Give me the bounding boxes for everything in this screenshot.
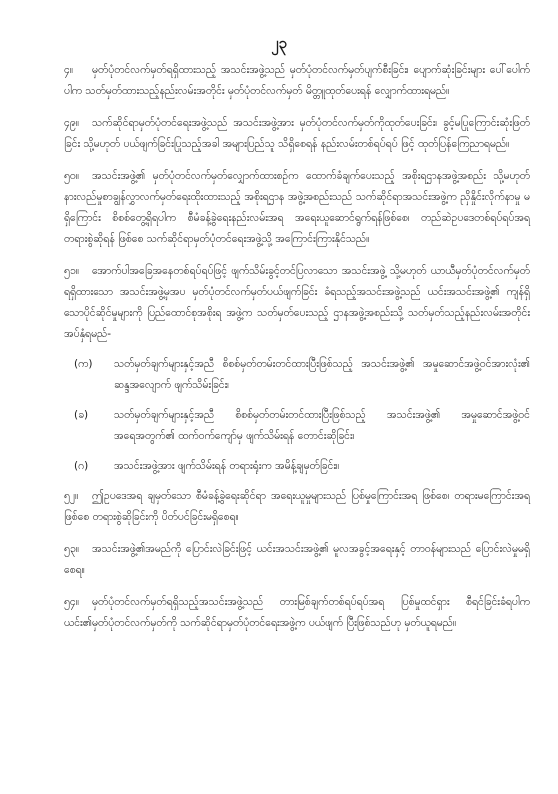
paragraph-number: ၅၄။: [64, 596, 79, 608]
sub-clause-ka: [64, 354, 530, 396]
paragraph-number: ၄။: [64, 64, 74, 76]
sub-clause-text: သတ်မှတ်ချက်များနှင့်အညီ စိစစ်မှတ်တမ်းတင်ထားပြီးဖြစ်သည့် အသင်းအဖွဲ့၏ အမှုဆောင်အဖွဲ့ဝင်အားလုံး၏ ဆန္ဒအလျောက် ဖျက်သိမ်းခြင်း၊: [114, 358, 530, 391]
paragraph-52: [64, 486, 530, 528]
paragraph-54: [64, 592, 530, 634]
paragraph-text: ဤဥပဒေအရ ချမှတ်သော စီမံခန့်ခွဲရေးဆိုင်ရာ အရေးယူမှုများသည် ပြစ်မှုကြောင်းအရ ဖြစ်စေ၊ တရားမကြောင်းအရဖြစ်စေ တရားစွဲဆိုခြင်းကို ပိတ်ပင်ခြင်းမရှိစေရ။: [64, 490, 530, 523]
paragraph-text: အသင်းအဖွဲ့၏ မှတ်ပုံတင်လက်မှတ်လျှောက်ထားစဉ်က ထောက်ခံချက်ပေးသည့် အစိုးရဌာနအဖွဲ့အစည်း သို့မဟုတ် နားလည်မှုစာချွန်လွှာလက်မှတ်ရေးထိုးထားသည့် အစိုးရဌာန အဖွဲ့အစည်းသည် သက်ဆိုင်ရာအသင်းအဖွဲ့က ညှိနှိုင်းလိုက်နာမှု မရှိကြောင်း စိစစ်တွေ့ရှိရပါက စီမံခန့်ခွဲရေးနည်းလမ်းအရ အရေးယူဆောင်ရွက်ရန်ဖြစ်စေ၊ တည်ဆဲဥပဒေတစ်ရပ်ရပ်အရ တရားစွဲဆိုရန် ဖြစ်စေ သက်ဆိုင်ရာမှတ်ပုံတင်ရေးအဖွဲ့သို့ အကြောင်းကြားနိုင်သည်။: [64, 170, 530, 245]
paragraph-number: ၅၀။: [64, 170, 79, 182]
paragraph-text: အသင်းအဖွဲ့၏အမည်ကို ပြောင်းလဲခြင်းဖြင့် ယင်းအသင်းအဖွဲ့၏ မူလအခွင့်အရေးနှင့် တာဝန်များသည် ပြောင်းလဲမှုမရှိစေရ။: [64, 543, 530, 576]
paragraph-number: ၄၉။: [64, 117, 79, 129]
paragraph-text: မှတ်ပုံတင်လက်မှတ်ရရှိထားသည့် အသင်းအဖွဲ့သည် မှတ်ပုံတင်လက်မှတ်ပျက်စီးခြင်း၊ ပျောက်ဆုံးခြင်းများ ပေါ်ပေါက်ပါက သတ်မှတ်ထားသည့်နည်းလမ်းအတိုင်း မှတ်ပုံတင်လက်မှတ် မိတ္တူထုတ်ပေးရန် လျှောက်ထားရမည်။: [64, 64, 530, 97]
paragraph-50: [64, 166, 530, 250]
sub-clause-ga: [64, 456, 530, 477]
paragraph-51: [64, 261, 530, 345]
paragraph-text: အောက်ပါအခြေအနေတစ်ရပ်ရပ်ဖြင့် ဖျက်သိမ်းခွင့်တင်ပြလာသော အသင်းအဖွဲ့ သို့မဟုတ် ယာယီမှတ်ပုံတင်လက်မှတ်ရရှိထားသော အသင်းအဖွဲ့မှအပ မှတ်ပုံတင်လက်မှတ်ပယ်ဖျက်ခြင်း ခံရသည့်အသင်းအဖွဲ့သည် ယင်းအသင်းအဖွဲ့၏ ကျန်ရှိသောပိုင်ဆိုင်မှုများကို ပြည်ထောင်စုအစိုးရ အဖွဲ့က သတ်မှတ်ပေးသည့် ဌာနအဖွဲ့အစည်းသို့ သတ်မှတ်သည့်နည်းလမ်းအတိုင်း အပ်နှံရမည်-: [64, 265, 530, 340]
sub-clause-label: (က): [74, 358, 93, 370]
sub-clause-label: (ဂ): [74, 460, 89, 472]
sub-clause-text: သတ်မှတ်ချက်များနှင့်အညီ စိစစ်မှတ်တမ်းတင်ထားပြီးဖြစ်သည့် အသင်းအဖွဲ့၏ အမှုဆောင်အဖွဲ့ဝင်အရေအတွက်၏ ထက်ဝက်ကျော်မှ ဖျက်သိမ်းရန် တောင်းဆိုခြင်း၊: [114, 409, 530, 442]
sub-clause-kha: [64, 405, 530, 447]
paragraph-48: [64, 60, 530, 102]
paragraph-53: [64, 539, 530, 581]
body-text: [64, 60, 530, 645]
paragraph-text: မှတ်ပုံတင်လက်မှတ်ရရှိသည့်အသင်းအဖွဲ့သည် တားမြစ်ချက်တစ်ရပ်ရပ်အရ ပြစ်မှုထင်ရှား စီရင်ခြင်းခံရပါက ယင်း၏မှတ်ပုံတင်လက်မှတ်ကို သက်ဆိုင်ရာမှတ်ပုံတင်ရေးအဖွဲ့က ပယ်ဖျက် ပြီးဖြစ်သည်ဟု မှတ်ယူရမည်။: [64, 596, 530, 629]
page-number: ၂၃: [271, 34, 287, 52]
paragraph-49: [64, 113, 530, 155]
sub-clause-text: အသင်းအဖွဲ့အား ဖျက်သိမ်းရန် တရားရုံးက အမိန့်ချမှတ်ခြင်း။: [114, 460, 340, 472]
paragraph-number: ၅၂။: [64, 490, 79, 502]
paragraph-number: ၅၃။: [64, 543, 79, 555]
paragraph-number: ၅၁။: [64, 265, 79, 277]
paragraph-text: သက်ဆိုင်ရာမှတ်ပုံတင်ရေးအဖွဲ့သည် အသင်းအဖွဲ့အား မှတ်ပုံတင်လက်မှတ်ကိုထုတ်ပေးခြင်း၊ ခွင့်မပြုကြောင်းဆုံးဖြတ်ခြင်း သို့မဟုတ် ပယ်ဖျက်ခြင်းပြုသည့်အခါ အများပြည်သူ သိရှိစေရန် နည်းလမ်းတစ်ရပ်ရပ် ဖြင့် ထုတ်ပြန်ကြေညာရမည်။: [64, 117, 530, 150]
sub-clause-label: (ခ): [74, 409, 89, 421]
